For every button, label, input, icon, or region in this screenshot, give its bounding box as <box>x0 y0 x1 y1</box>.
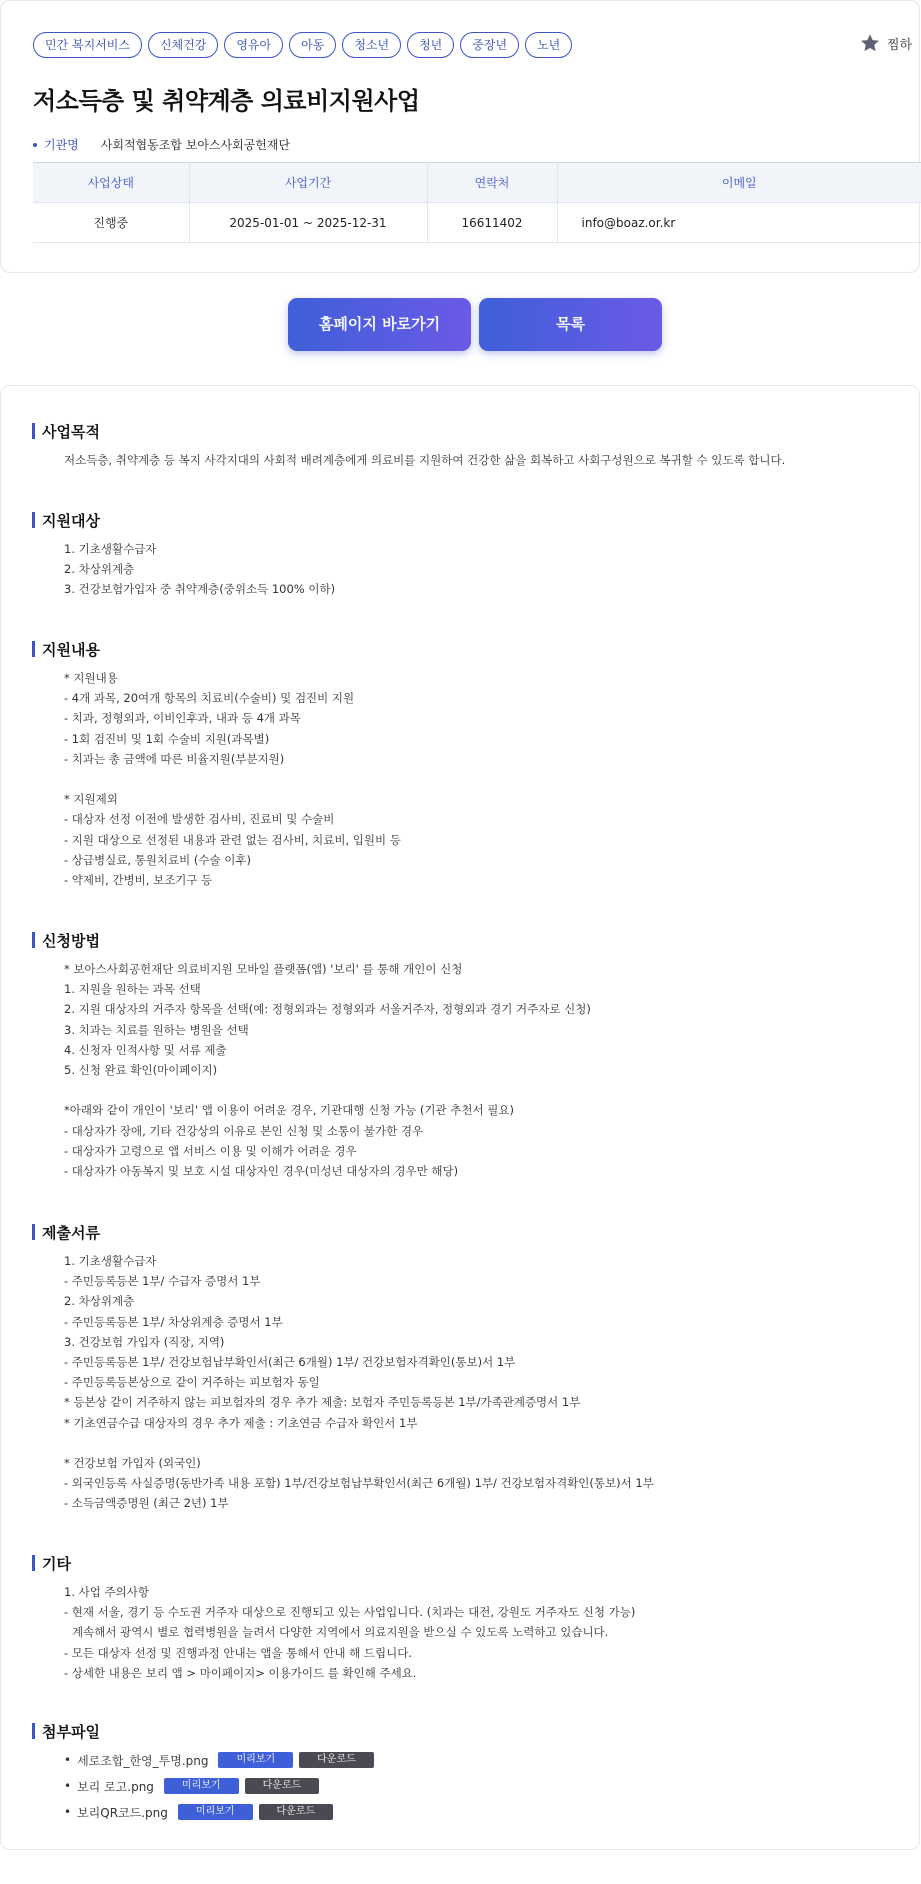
section-line: 4. 신청자 인적사항 및 서류 제출 <box>64 1042 227 1057</box>
section-line: * 등본상 같이 거주하지 않는 피보험자의 경우 추가 제출: 보험자 주민등록등본 1부/가족관계증명서 1부 <box>64 1395 581 1410</box>
section-line: 2. 차상위계층 <box>64 562 135 577</box>
section-line: 저소득층, 취약계층 등 복지 사각지대의 사회적 배려계층에게 의료비를 지원하여 건강한 삶을 회복하고 사회구성원으로 복귀할 수 있도록 합니다. <box>64 453 786 467</box>
attachment-list <box>64 1747 892 1825</box>
section-bar <box>32 641 35 657</box>
section-line: 3. 치과는 치료를 원하는 병원을 선택 <box>64 1022 249 1037</box>
header-period: 사업기간 <box>189 163 427 203</box>
section-title: 첨부파일 <box>42 1722 100 1741</box>
homepage-button[interactable]: 홈페이지 바로가기 <box>288 298 471 351</box>
section-line: 3. 건강보험 가입자 (직장, 지역) <box>64 1334 225 1349</box>
section-etc <box>32 1552 892 1683</box>
section-line: - 주민등록등본상으로 같이 거주하는 피보험자 동일 <box>64 1375 320 1390</box>
section-line: * 건강보험 가입자 (외국인) <box>64 1455 201 1470</box>
section-line: * 지원제외 <box>64 792 118 807</box>
attachment-item <box>64 1799 892 1825</box>
section-line: 1. 사업 주의사항 <box>64 1585 149 1599</box>
list-button[interactable]: 목록 <box>479 298 662 351</box>
section-line: - 현재 서울, 경기 등 수도권 거주자 대상으로 진행되고 있는 사업입니다. (치과는 대전, 강원도 거주자도 신청 가능) <box>64 1605 636 1620</box>
section-line: 계속해서 광역시 별로 협력병원을 늘려서 다양한 지역에서 의료지원을 받으실 수 있도록 노력하고 있습니다. <box>72 1625 609 1640</box>
section-body <box>64 1582 892 1683</box>
section-purpose <box>32 420 892 470</box>
section-line: - 주민등록등본 1부/ 수급자 증명서 1부 <box>64 1274 261 1289</box>
header-status: 사업상태 <box>33 163 189 203</box>
cell-period: 2025-01-01 ~ 2025-12-31 <box>189 203 427 243</box>
section-line: - 상급병실료, 통원치료비 (수술 이후) <box>64 852 251 867</box>
section-line: - 지원 대상으로 선정된 내용과 관련 없는 검사비, 치료비, 입원비 등 <box>64 832 401 847</box>
section-line: 2. 차상위계층 <box>64 1294 135 1309</box>
tag-senior[interactable]: 노년 <box>525 32 572 58</box>
tag-physical-health[interactable]: 신체건강 <box>148 32 218 58</box>
attachment-name: 보리 로고.png <box>77 1779 154 1794</box>
section-line: * 보아스사회공헌재단 의료비지원 모바일 플랫폼(앱) '보리' 를 통해 개인이 신청 <box>64 962 463 976</box>
blank-line <box>64 769 892 789</box>
section-eligibility <box>32 509 892 600</box>
section-title: 기타 <box>42 1554 71 1573</box>
section-title: 사업목적 <box>42 422 100 441</box>
attachment-item <box>64 1747 892 1773</box>
favorite-button[interactable] <box>859 32 912 54</box>
section-line: 2. 지원 대상자의 거주자 항목을 선택(예: 정형외과는 정형외과 서울거주자, 정형외과 경기 거주자로 신청) <box>64 1002 591 1017</box>
section-line: - 상세한 내용은 보리 앱 > 마이페이지> 이용가이드 를 확인해 주세요. <box>64 1665 417 1680</box>
section-body <box>64 1251 892 1513</box>
section-line: - 대상자가 장애, 기타 건강상의 이유로 본인 신청 및 소통이 불가한 경우 <box>64 1123 424 1138</box>
bullet-dot: • <box>64 1753 72 1767</box>
organization-label: 기관명 <box>44 138 79 152</box>
section-line: - 모든 대상자 선정 및 진행과정 안내는 앱을 통해서 안내 해 드립니다. <box>64 1645 412 1660</box>
section-title: 신청방법 <box>42 931 100 950</box>
section-line: *아래와 같이 개인이 '보리' 앱 이용이 어려운 경우, 기관대행 신청 가능 (기관 추천서 필요) <box>64 1103 514 1118</box>
attachment-name: 세로조합_한영_투명.png <box>77 1753 209 1768</box>
section-bar <box>32 423 35 439</box>
table-row <box>33 203 921 243</box>
organization-value: 사회적협동조합 보아스사회공헌재단 <box>100 138 291 152</box>
section-line: - 주민등록등본 1부/ 차상위계층 증명서 1부 <box>64 1314 283 1329</box>
section-line: - 4개 과목, 20여개 항목의 치료비(수술비) 및 검진비 지원 <box>64 691 355 706</box>
attachment-name: 보리QR코드.png <box>77 1805 168 1820</box>
section-bar <box>32 932 35 948</box>
attachment-item <box>64 1773 892 1799</box>
tag-private-welfare[interactable]: 민간 복지서비스 <box>33 32 142 58</box>
section-line: 5. 신청 완료 확인(마이페이지) <box>64 1062 218 1077</box>
section-bar <box>32 1555 35 1571</box>
section-line: - 대상자가 아동복지 및 보호 시설 대상자인 경우(미성년 대상자의 경우만 해당) <box>64 1163 459 1178</box>
blank-line <box>64 1433 892 1453</box>
section-line: - 주민등록등본 1부/ 건강보험납부확인서(최근 6개월) 1부/ 건강보험자격확인(통보)서 1부 <box>64 1354 516 1369</box>
category-tags <box>33 32 572 58</box>
section-line: - 소득금액증명원 (최근 2년) 1부 <box>64 1496 229 1511</box>
star-icon <box>859 32 881 54</box>
preview-button[interactable]: 미리보기 <box>164 1778 239 1794</box>
program-summary-card <box>0 0 920 273</box>
blank-line <box>64 1080 892 1100</box>
section-line: * 기초연금수급 대상자의 경우 추가 제출 : 기초연금 수급자 확인서 1부 <box>64 1415 418 1430</box>
program-info-table <box>33 162 921 243</box>
bullet-dot: • <box>64 1779 72 1793</box>
section-documents <box>32 1221 892 1513</box>
section-body <box>64 668 892 890</box>
page-title: 저소득층 및 취약계층 의료비지원사업 <box>33 87 420 115</box>
header-contact: 연락처 <box>427 163 557 203</box>
section-line: 3. 건강보험가입자 중 취약계층(중위소득 100% 이하) <box>64 582 336 597</box>
section-line: 1. 기초생활수급자 <box>64 542 157 556</box>
section-line: - 1회 검진비 및 1회 수술비 지원(과목별) <box>64 731 270 746</box>
cell-contact: 16611402 <box>427 203 557 243</box>
section-line: - 치과는 총 금액에 따른 비율지원(부분지원) <box>64 751 285 766</box>
section-body <box>64 959 892 1181</box>
section-line: 1. 기초생활수급자 <box>64 1254 157 1268</box>
header-email: 이메일 <box>557 163 921 203</box>
bullet-dot: • <box>64 1805 72 1819</box>
download-button[interactable]: 다운로드 <box>245 1778 320 1794</box>
section-line: - 대상자가 고령으로 앱 서비스 이용 및 이해가 어려운 경우 <box>64 1143 357 1158</box>
section-support-content <box>32 638 892 890</box>
section-body <box>64 539 892 600</box>
section-title: 지원대상 <box>42 511 100 530</box>
bullet-dot <box>33 143 37 147</box>
favorite-label: 찜하 <box>887 37 913 53</box>
cell-email: info@boaz.or.kr <box>557 203 921 243</box>
tag-infant[interactable]: 영유아 <box>224 32 283 58</box>
section-line: * 지원내용 <box>64 671 118 685</box>
organization-row <box>33 136 290 153</box>
preview-button[interactable]: 미리보기 <box>218 1752 293 1768</box>
preview-button[interactable]: 미리보기 <box>178 1804 253 1820</box>
section-application <box>32 929 892 1181</box>
section-title: 지원내용 <box>42 640 100 659</box>
section-bar <box>32 512 35 528</box>
tag-youth[interactable]: 청년 <box>407 32 454 58</box>
section-line: - 대상자 선정 이전에 발생한 검사비, 진료비 및 수술비 <box>64 812 335 827</box>
section-body <box>64 450 892 470</box>
tag-child[interactable]: 아동 <box>289 32 336 58</box>
section-line: 1. 지원을 원하는 과목 선택 <box>64 982 201 997</box>
section-title: 제출서류 <box>42 1223 100 1242</box>
section-bar <box>32 1723 35 1739</box>
tag-middle-aged[interactable]: 중장년 <box>460 32 519 58</box>
cell-status: 진행중 <box>33 203 189 243</box>
section-line: - 약제비, 간병비, 보조기구 등 <box>64 872 213 887</box>
section-line: - 외국인등록 사실증명(동반가족 내용 포함) 1부/건강보험납부확인서(최근 6개월) 1부/ 건강보험자격확인(통보)서 1부 <box>64 1476 654 1491</box>
download-button[interactable]: 다운로드 <box>259 1804 334 1820</box>
section-attachments <box>32 1720 892 1825</box>
download-button[interactable]: 다운로드 <box>299 1752 374 1768</box>
table-header-row <box>33 163 921 203</box>
tag-adolescent[interactable]: 청소년 <box>342 32 401 58</box>
section-bar <box>32 1224 35 1240</box>
section-line: - 치과, 정형외과, 이비인후과, 내과 등 4개 과목 <box>64 711 301 726</box>
